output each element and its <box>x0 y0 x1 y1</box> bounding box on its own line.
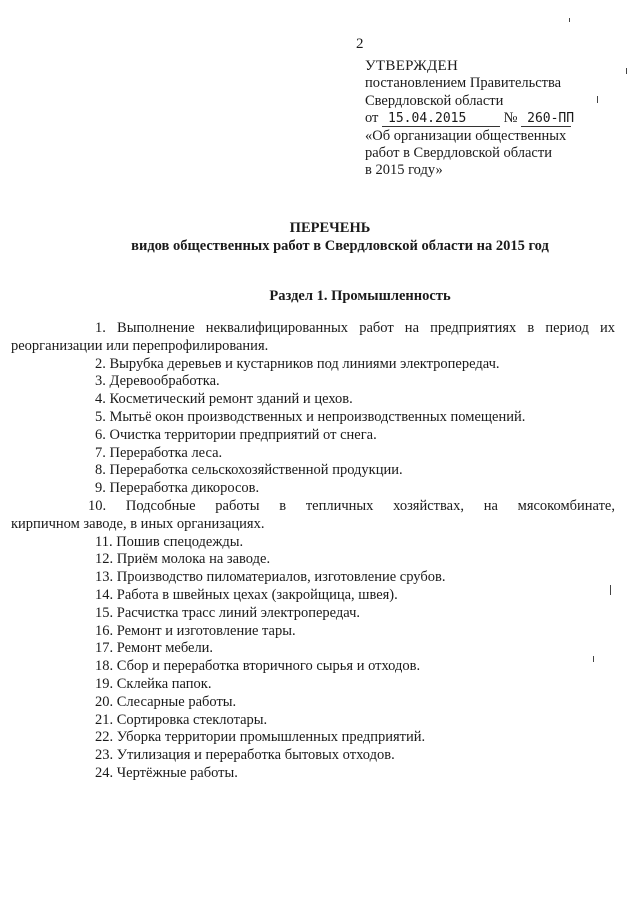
list-item: 7. Переработка леса. <box>95 444 223 461</box>
list-item: 4. Косметический ремонт зданий и цехов. <box>95 391 353 408</box>
list-item: 1. Выполнение неквалифицированных работ на предприятиях в период их <box>95 320 615 336</box>
page-number: 2 <box>356 36 364 52</box>
list-item: 6. Очистка территории предприятий от снега. <box>95 426 377 443</box>
work-types-list <box>11 320 615 783</box>
list-item: 15. Расчистка трасс линий электропередач. <box>95 604 361 621</box>
list-item: 20. Слесарные работы. <box>95 693 237 710</box>
list-item: 21. Сортировка стеклотары. <box>95 711 268 728</box>
list-item: 9. Переработка дикоросов. <box>95 480 260 497</box>
approval-line-1: постановлением Правительства <box>365 75 562 92</box>
list-item: 22. Уборка территории промышленных предприятий. <box>95 729 426 746</box>
list-item: 2. Вырубка деревьев и кустарников под линиями электропередач. <box>95 355 500 372</box>
list-item: 19. Склейка папок. <box>95 675 212 692</box>
list-item: 11. Пошив спецодежды. <box>95 533 244 550</box>
scan-speck <box>626 68 627 74</box>
list-item: 18. Сбор и переработка вторичного сырья и отходов. <box>95 658 421 675</box>
scan-speck <box>593 656 594 662</box>
list-item: 14. Работа в швейных цехах (закройщица, швея). <box>95 586 398 603</box>
approval-date-line <box>365 110 605 127</box>
scan-speck <box>610 585 611 595</box>
list-item: 5. Мытьё окон производственных и непроизводственных помещений. <box>95 408 526 425</box>
list-item-continuation: реорганизации или перепрофилирования. <box>11 337 269 354</box>
approval-line-2: Свердловской области <box>365 92 504 109</box>
date-value: 15.04.2015 <box>382 112 500 127</box>
document-title: ПЕРЕЧЕНЬ <box>289 220 371 236</box>
scan-speck <box>569 18 570 22</box>
number-prefix: № <box>503 110 518 127</box>
list-item: 16. Ремонт и изготовление тары. <box>95 622 296 639</box>
list-item: 23. Утилизация и переработка бытовых отходов. <box>95 747 395 764</box>
list-item: 8. Переработка сельскохозяйственной продукции. <box>95 462 403 479</box>
approval-heading: УТВЕРЖДЕН <box>365 58 459 74</box>
section-title: Раздел 1. Промышленность <box>269 288 451 304</box>
document-subtitle: видов общественных работ в Свердловской области на 2015 год <box>131 238 549 254</box>
list-item: 10. Подсобные работы в тепличных хозяйствах, на мясокомбинате, <box>88 497 615 514</box>
list-item: 24. Чертёжные работы. <box>95 764 238 781</box>
list-item: 13. Производство пиломатериалов, изготовление срубов. <box>95 569 446 586</box>
list-item: 3. Деревообработка. <box>95 373 220 390</box>
date-prefix: от <box>365 110 379 127</box>
number-value: 260-ПП <box>521 112 571 127</box>
approval-title-line-2: работ в Свердловской области <box>365 145 552 162</box>
scan-speck <box>597 96 598 103</box>
approval-block <box>365 58 605 180</box>
list-item: 12. Приём молока на заводе. <box>95 551 271 568</box>
list-item-continuation: кирпичном заводе, в иных организациях. <box>11 515 265 532</box>
list-item: 17. Ремонт мебели. <box>95 640 214 657</box>
approval-title-line-1: «Об организации общественных <box>365 127 567 144</box>
approval-title-line-3: в 2015 году» <box>365 162 443 179</box>
